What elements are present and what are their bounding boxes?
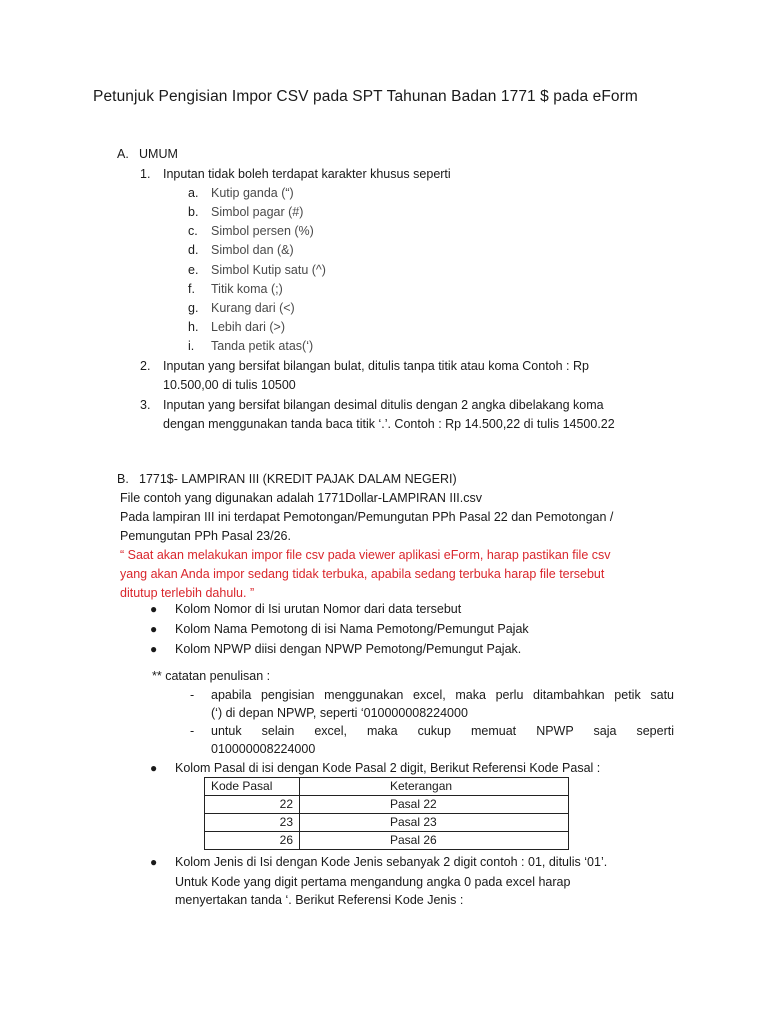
jenis-line1: Kolom Jenis di Isi dengan Kode Jenis sebanyak 2 digit contoh : 01, ditulis ‘01’. [175, 855, 608, 869]
lampiran-paragraph-line2: Pemungutan PPh Pasal 23/26. [120, 529, 291, 543]
dash-icon: - [190, 688, 195, 702]
section-b-letter: B. [117, 472, 129, 486]
sub-item-letter: i. [188, 339, 195, 353]
table-row [205, 796, 569, 814]
table-row [205, 814, 569, 832]
sub-item-letter: c. [188, 224, 198, 238]
warning-line3: ditutup terlebih dahulu. ” [120, 586, 255, 600]
table-cell: Pasal 23 [300, 814, 569, 832]
note-1-line2: (‘) di depan NPWP, seperti ‘010000008224000 [211, 706, 468, 720]
item-2-number: 2. [140, 359, 151, 373]
bullet-icon: ● [150, 622, 158, 636]
bullet-icon: ● [150, 761, 158, 775]
table-row [205, 832, 569, 850]
bullet-text: Kolom Nomor di Isi urutan Nomor dari data tersebut [175, 602, 462, 616]
sub-item-letter: b. [188, 205, 199, 219]
bullet-icon: ● [150, 642, 158, 656]
table-cell: Pasal 22 [300, 796, 569, 814]
sub-item-text: Simbol pagar (#) [211, 205, 304, 219]
bullet-text: Kolom NPWP diisi dengan NPWP Pemotong/Pemungut Pajak. [175, 642, 522, 656]
sub-item-text: Kutip ganda (“) [211, 186, 294, 200]
item-2-line2: 10.500,00 di tulis 10500 [163, 378, 296, 392]
example-file-paragraph: File contoh yang digunakan adalah 1771Dollar-LAMPIRAN III.csv [120, 491, 483, 505]
table-header-cell: Kode Pasal [205, 778, 300, 796]
item-1-text: Inputan tidak boleh terdapat karakter khusus seperti [163, 167, 451, 181]
note-2-line1: untuk selain excel, maka cukup memuat NPWP saja seperti [211, 724, 674, 738]
sub-item-text: Lebih dari (>) [211, 320, 285, 334]
sub-item-letter: a. [188, 186, 199, 200]
table-cell: 23 [205, 814, 300, 832]
sub-item-letter: e. [188, 263, 199, 277]
sub-item-text: Simbol persen (%) [211, 224, 314, 238]
kode-pasal-table [204, 777, 569, 850]
note-2-line2: 010000008224000 [211, 742, 316, 756]
sub-item-letter: h. [188, 320, 199, 334]
note-heading: ** catatan penulisan : [152, 669, 271, 683]
section-b-heading: 1771$- LAMPIRAN III (KREDIT PAJAK DALAM NEGERI) [139, 472, 457, 486]
item-3-line2: dengan menggunakan tanda baca titik ‘.’. Contoh : Rp 14.500,22 di tulis 14500.22 [163, 417, 615, 431]
jenis-line2: Untuk Kode yang digit pertama mengandung angka 0 pada excel harap [175, 875, 571, 889]
sub-item-letter: f. [188, 282, 195, 296]
item-3-number: 3. [140, 398, 151, 412]
pasal-bullet-text: Kolom Pasal di isi dengan Kode Pasal 2 digit, Berikut Referensi Kode Pasal : [175, 761, 601, 775]
bullet-text: Kolom Nama Pemotong di isi Nama Pemotong/Pemungut Pajak [175, 622, 529, 636]
lampiran-paragraph-line1: Pada lampiran III ini terdapat Pemotongan/Pemungutan PPh Pasal 22 dan Pemotongan / [120, 510, 614, 524]
note-1-line1: apabila pengisian menggunakan excel, maka perlu ditambahkan petik satu [211, 688, 674, 702]
item-1-number: 1. [140, 167, 151, 181]
item-2-line1: Inputan yang bersifat bilangan bulat, ditulis tanpa titik atau koma Contoh : Rp [163, 359, 589, 373]
warning-line1: “ Saat akan melakukan impor file csv pada viewer aplikasi eForm, harap pastikan file csv [120, 548, 611, 562]
sub-item-letter: d. [188, 243, 199, 257]
sub-item-letter: g. [188, 301, 199, 315]
warning-line2: yang akan Anda impor sedang tidak terbuka, apabila sedang terbuka harap file tersebut [120, 567, 605, 581]
table-header-row [205, 778, 569, 796]
item-3-line1: Inputan yang bersifat bilangan desimal ditulis dengan 2 angka dibelakang koma [163, 398, 604, 412]
section-a-heading: UMUM [139, 147, 178, 161]
bullet-icon: ● [150, 602, 158, 616]
bullet-icon: ● [150, 855, 158, 869]
section-a-letter: A. [117, 147, 129, 161]
jenis-line3: menyertakan tanda ‘. Berikut Referensi Kode Jenis : [175, 893, 464, 907]
table-cell: Pasal 26 [300, 832, 569, 850]
table-cell: 22 [205, 796, 300, 814]
table-cell: 26 [205, 832, 300, 850]
sub-item-text: Simbol Kutip satu (^) [211, 263, 326, 277]
sub-item-text: Simbol dan (&) [211, 243, 294, 257]
sub-item-text: Titik koma (;) [211, 282, 283, 296]
table-header-cell: Keterangan [300, 778, 569, 796]
dash-icon: - [190, 724, 195, 738]
document-title: Petunjuk Pengisian Impor CSV pada SPT Tahunan Badan 1771 $ pada eForm [93, 88, 638, 105]
sub-item-text: Tanda petik atas(‘) [211, 339, 314, 353]
sub-item-text: Kurang dari (<) [211, 301, 295, 315]
